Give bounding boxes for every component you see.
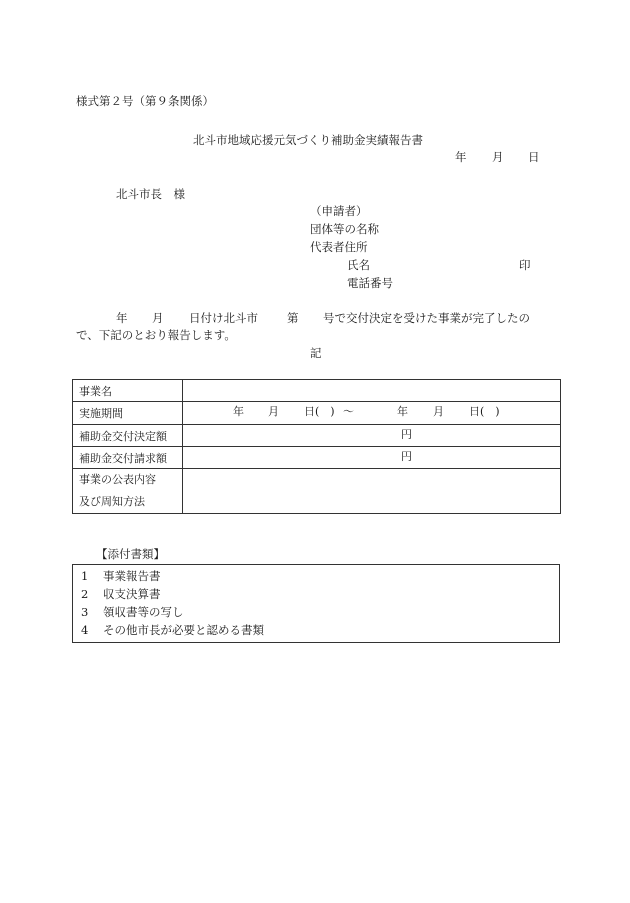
- table-row: [73, 380, 561, 402]
- requested-amount-cell: [182, 447, 560, 469]
- row-label-period: 実施期間: [73, 402, 183, 425]
- body-line2: で、下記のとおり報告します。: [76, 328, 236, 342]
- period-tilde: ～: [342, 405, 354, 418]
- requested-amount-unit: 円: [400, 450, 412, 463]
- attachment-text: その他市長が必要と認める書類: [103, 623, 264, 637]
- row-label-project: 事業名: [73, 380, 183, 402]
- attachments-box: [72, 564, 560, 643]
- phone-label: 電話番号: [347, 276, 393, 290]
- attachment-num: 3: [81, 605, 89, 619]
- publicity-cell: [182, 469, 560, 514]
- name-label: 氏名: [347, 258, 370, 272]
- body-year: 年: [116, 311, 128, 325]
- seal-label: 印: [519, 258, 531, 272]
- body-month: 月: [152, 311, 164, 325]
- attachment-num: 2: [81, 587, 89, 601]
- form-number: 様式第２号（第９条関係）: [76, 94, 214, 108]
- project-name-cell: [182, 380, 560, 402]
- list-item: [81, 586, 161, 602]
- addressee: 北斗市長 様: [116, 187, 185, 201]
- table-row: [73, 447, 561, 469]
- period-year1: 年: [232, 405, 244, 418]
- list-item: [81, 622, 264, 638]
- table-row: [73, 402, 561, 425]
- date-month: 月: [492, 150, 504, 164]
- row-label-requested-amount: 補助金交付請求額: [73, 447, 183, 469]
- report-table: [72, 379, 561, 514]
- org-name-label: 団体等の名称: [310, 222, 379, 236]
- period-year2: 年: [396, 405, 408, 418]
- attachment-num: 4: [81, 623, 89, 637]
- date-day: 日: [528, 150, 540, 164]
- body-day-city: 日付け北斗市: [189, 311, 258, 325]
- document-title: 北斗市地域応援元気づくり補助金実績報告書: [193, 133, 423, 147]
- attachment-text: 領収書等の写し: [103, 605, 184, 619]
- period-month1: 月: [267, 405, 279, 418]
- decided-amount-unit: 円: [400, 428, 412, 441]
- body-dai: 第: [287, 311, 299, 325]
- attachments-heading: 【添付書類】: [96, 547, 165, 561]
- table-row: [73, 469, 561, 514]
- date-year: 年: [455, 150, 467, 164]
- attachment-text: 事業報告書: [103, 569, 161, 583]
- table-row: [73, 425, 561, 447]
- body-rest: 号で交付決定を受けた事業が完了したの: [323, 311, 530, 325]
- attachment-text: 収支決算書: [103, 587, 161, 601]
- list-item: [81, 568, 161, 584]
- period-day1: 日( ): [303, 405, 335, 418]
- attachment-num: 1: [81, 569, 89, 583]
- period-cell: [182, 402, 560, 425]
- decided-amount-cell: [182, 425, 560, 447]
- list-item: [81, 604, 184, 620]
- publicity-label-line2: 及び周知方法: [79, 495, 145, 508]
- rep-address-label: 代表者住所: [310, 240, 368, 254]
- row-label-publicity: [73, 469, 183, 514]
- ki-label: 記: [310, 346, 322, 360]
- period-day2: 日( ): [468, 405, 500, 418]
- applicant-heading: （申請者）: [310, 204, 368, 218]
- publicity-label-line1: 事業の公表内容: [79, 473, 156, 486]
- row-label-decided-amount: 補助金交付決定額: [73, 425, 183, 447]
- period-month2: 月: [432, 405, 444, 418]
